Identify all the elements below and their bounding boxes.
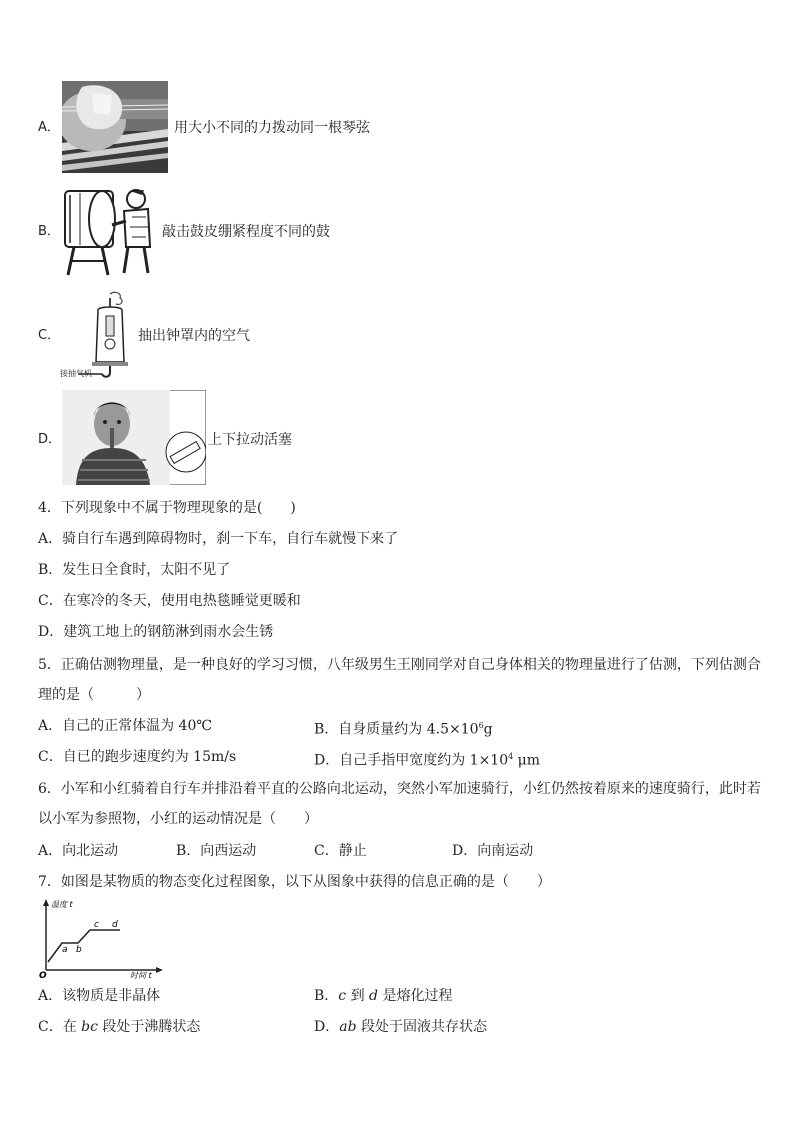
boy-syringe-image xyxy=(62,390,206,485)
option-c-text: 抽出钟罩内的空气 xyxy=(138,328,250,344)
graph-x-arrow xyxy=(156,967,163,973)
q4-stem: 4．下列现象中不属于物理现象的是( ) xyxy=(38,500,296,516)
q7-stem: 7．如图是某物质的物态变化过程图象，以下从图象中获得的信息正确的是（ ） xyxy=(38,874,551,890)
q6-option-d: D．向南运动 xyxy=(452,843,534,859)
graph-xlabel: 时间 t xyxy=(130,971,152,980)
q7-temperature-graph xyxy=(34,896,164,980)
q6-option-a: A．向北运动 xyxy=(38,843,119,859)
graph-point-d: d xyxy=(112,920,118,930)
q7-option-d: D．ab 段处于固液共存状态 xyxy=(314,1019,487,1035)
q7-option-c: C．在 bc 段处于沸腾状态 xyxy=(38,1019,201,1035)
option-d-letter: D． xyxy=(38,432,62,447)
q6-option-b: B．向西运动 xyxy=(176,843,257,859)
guitar-image xyxy=(62,81,168,173)
q7-option-b: B．c 到 d 是熔化过程 xyxy=(314,988,453,1004)
graph-origin: O xyxy=(39,971,47,980)
option-a-text: 用大小不同的力拨动同一根琴弦 xyxy=(174,120,370,136)
q6-stem-line1: 6．小军和小红骑着自行车并排沿着平直的公路向北运动，突然小军加速骑行，小红仍然按着原来的速度骑行，此时若 xyxy=(38,781,761,797)
option-c-letter: C． xyxy=(38,328,61,343)
bell-jar-caption: 接抽气机 xyxy=(60,369,92,378)
q6-stem-line2: 以小军为参照物，小红的运动情况是（ ） xyxy=(38,811,318,827)
q4-option-d: D．建筑工地上的钢筋淋到雨水会生锈 xyxy=(38,624,274,640)
graph-y-arrow xyxy=(43,899,49,906)
q5-stem-line1: 5．正确估测物理量，是一种良好的学习习惯，八年级男生王刚同学对自己身体相关的物理量进行了估测，下列估测合 xyxy=(38,657,761,673)
q5-option-d: D．自己手指甲宽度约为 $1\times 10^4$ μm xyxy=(314,752,541,769)
q5-option-b: B．自身质量约为 $4.5\times 10^6g$ xyxy=(314,721,493,738)
option-b-text: 敲击鼓皮绷紧程度不同的鼓 xyxy=(162,224,330,240)
q5-stem-line2: 理的是（ ） xyxy=(38,687,150,703)
graph-ylabel: 温度 t xyxy=(51,900,73,909)
option-a-letter: A． xyxy=(38,120,60,135)
graph-point-c: c xyxy=(94,920,99,930)
q4-option-b: B．发生日全食时，太阳不见了 xyxy=(38,562,231,578)
option-b-letter: B． xyxy=(38,224,60,239)
q6-option-c: C．静止 xyxy=(314,843,367,859)
q5-option-a: A．自己的正常体温为 40℃ xyxy=(38,718,213,734)
graph-point-a: a xyxy=(62,945,68,955)
drum-image xyxy=(62,185,157,277)
graph-point-b: b xyxy=(76,945,82,955)
q4-option-a: A．骑自行车遇到障碍物时，刹一下车，自行车就慢下来了 xyxy=(38,531,399,547)
q7-option-a: A．该物质是非晶体 xyxy=(38,988,161,1004)
q4-option-c: C．在寒冷的冬天，使用电热毯睡觉更暖和 xyxy=(38,593,301,609)
graph-curve xyxy=(48,930,120,962)
option-d-text: 上下拉动活塞 xyxy=(208,432,292,448)
q5-option-c: C．自已的跑步速度约为 15m/s xyxy=(38,749,237,765)
